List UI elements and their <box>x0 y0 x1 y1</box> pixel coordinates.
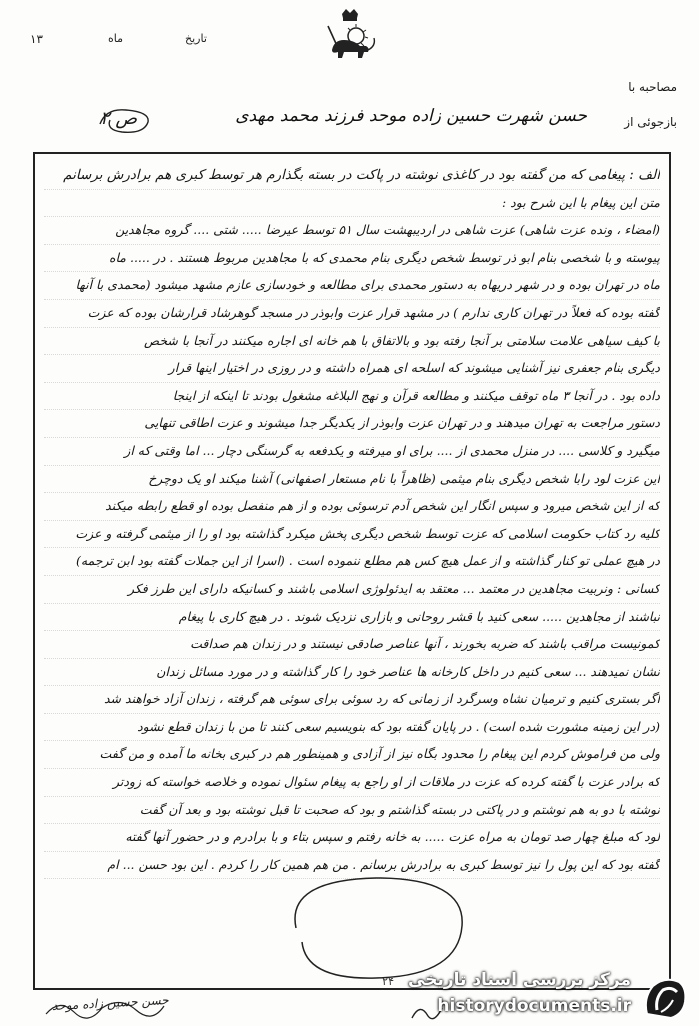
body-line: این عزت لود رابا شخص دیگری بنام میثمی (ظاهراً با نام مستعار اصفهانی) آشنا میکند او یک دوچرخ <box>44 466 660 494</box>
body-line: دیگری بنام جعفری نیز آشنایی میشوند که اسلحه ای همراه داشته و در روزی در اختیار اینها قرار <box>44 355 660 383</box>
lion-and-sun-emblem-icon <box>320 6 380 66</box>
year-value: ۱۳ <box>30 32 43 46</box>
body-line: پیوسته و با شخصی بنام ابو ذر توسط شخص دیگری بنام محمدی که با مجاهدین مربوط هستند . در ..... ماه <box>44 245 660 273</box>
archive-number: ۲۴ <box>382 975 394 988</box>
body-line: کمونیست مراقب باشند که ضربه بخورند ، آنها عناصر صادقی نیستند و در زندان هم صداقت <box>44 631 660 659</box>
body-line: نوشته با دو به هم نوشتم و در پاکتی در بسته گذاشتم و بود که صحبت تا قبل نوشته بود و بعد آن گفت <box>44 797 660 825</box>
body-line: داده بود . در آنجا ۳ ماه توقف میکنند و مطالعه قرآن و نهج البلاغه مشغول بودند تا اینکه از اینجا <box>44 383 660 411</box>
handwritten-body <box>44 162 660 879</box>
body-line: با کیف سیاهی علامت سلامتی بر آنجا رفته بود و بالاتفاق با هم خانه ای اجاره میکنند در آنجا با شخص <box>44 328 660 356</box>
body-line: کسانی : ونربیت مجاهدین در معتمد ... معتقد به ایدئولوژی اسلامی باشند و کسانیکه دارای این طرز فکر <box>44 576 660 604</box>
month-label: ماه <box>108 32 124 45</box>
body-line: متن این پیغام با این شرح بود : <box>44 190 660 218</box>
interrogation-subject-name: حسن شهرت حسین زاده موحد فرزند محمد مهدی <box>235 106 587 126</box>
body-line: اگر بستری کنیم و ترمیان نشاه وسرگرد از زمانی که رد سوئی برای سوئی هم گرفته ، زندان آزاد خواهند شد <box>44 686 660 714</box>
page-number: ص ۲ <box>100 108 138 129</box>
body-line: ماه در تهران بوده و در شهر دریهاه به دستور محمدی برای مطالعه و خودسازی عازم مشهد میشود (محمدی با آنها <box>44 272 660 300</box>
date-label: تاریخ <box>185 32 207 45</box>
body-line: گفته بود که این پول را نیز توسط کبری به برادرش برسانم . من هم همین کار را کردم . این بود حسن ... ام <box>44 852 660 880</box>
body-line: که برادر عزت با گفته کرده که عزت در ملاقات از او راجع به پیغام سئوال نموده و خلاصه خواسته که زودتر <box>44 769 660 797</box>
body-line: (در این زمینه مشورت شده است) . در پایان گفته بود که بنویسیم سعی کنند تا من با زندان قطع نشود <box>44 714 660 742</box>
body-line: کلیه رد کتاب حکومت اسلامی که عزت توسط شخص دیگری پخش میکرد گذاشته بود او را از میثمی گرفته و عزت <box>44 521 660 549</box>
body-line: لود که مبلغ چهار صد تومان به مراه عزت ..... به خانه رفتم و سپس بتاء و با برادرم و در حضور آنها گفته <box>44 824 660 852</box>
body-line: گفته بوده که فعلاً در تهران کاری ندارم ) در مشهد قرار عزت وابوذر در مسجد گوهرشاد قرارشان بوده که عزت <box>44 300 660 328</box>
archive-logo-icon <box>639 974 689 1022</box>
body-line: که از این شخص میرود و سپس انگار این شخص آدم ترسوئی بوده و از هم منفصل بوده او قطع رابطه میکند <box>44 493 660 521</box>
body-line: دستور مراجعت به تهران میدهند و در تهران عزت وابوذر از یکدیگر جدا میشوند و عزت اطاقی تنهایی <box>44 410 660 438</box>
signature-name: حسن حسین زاده موحد <box>51 992 169 1014</box>
body-line: نباشند از مجاهدین ..... سعی کنید با قشر روحانی و بازاری نزدیک شوند . در هیچ کاری با پیغام <box>44 604 660 632</box>
body-line: الف : پیغامی که من گفته بود در کاغذی نوشته در پاکت در بسته بگذارم هر توسط کبری هم برادرش برسانم <box>44 162 660 190</box>
watermark-title: مرکز بررسی اسناد تاریخی <box>408 970 631 990</box>
interview-label: مصاحبه با <box>628 80 677 94</box>
body-line: نشان نمیدهند ... سعی کنیم در داخل کارخانه ها عناصر خود را کار گذاشته و در مورد مسائل زندان <box>44 659 660 687</box>
body-line: ولی من فراموش کردم این پیغام را محدود بگاه نیز از آزادی و همینطور هم در کبری بخانه ما آمده و من گفت <box>44 741 660 769</box>
body-line: در هیچ عملی تو کنار گذاشته و از عمل هیچ کس هم مطلع ننموده است . (اسرا از این جملات گفته بود ابن ترجمه) <box>44 548 660 576</box>
body-line: (امضاء ، ونده عزت شاهی) عزت شاهی در اردیبهشت سال ۵۱ توسط عیرضا ..... شتی .... گروه مجاهدین <box>44 217 660 245</box>
body-line: میگیرد و کلاسی .... در منزل محمدی از .... برای او میرفته و یکدفعه به گرسنگی دچار ... اما وقتی که از <box>44 438 660 466</box>
interrogation-label: بازجوئی از <box>624 115 677 129</box>
watermark-site: historydocuments.ir <box>437 996 631 1016</box>
